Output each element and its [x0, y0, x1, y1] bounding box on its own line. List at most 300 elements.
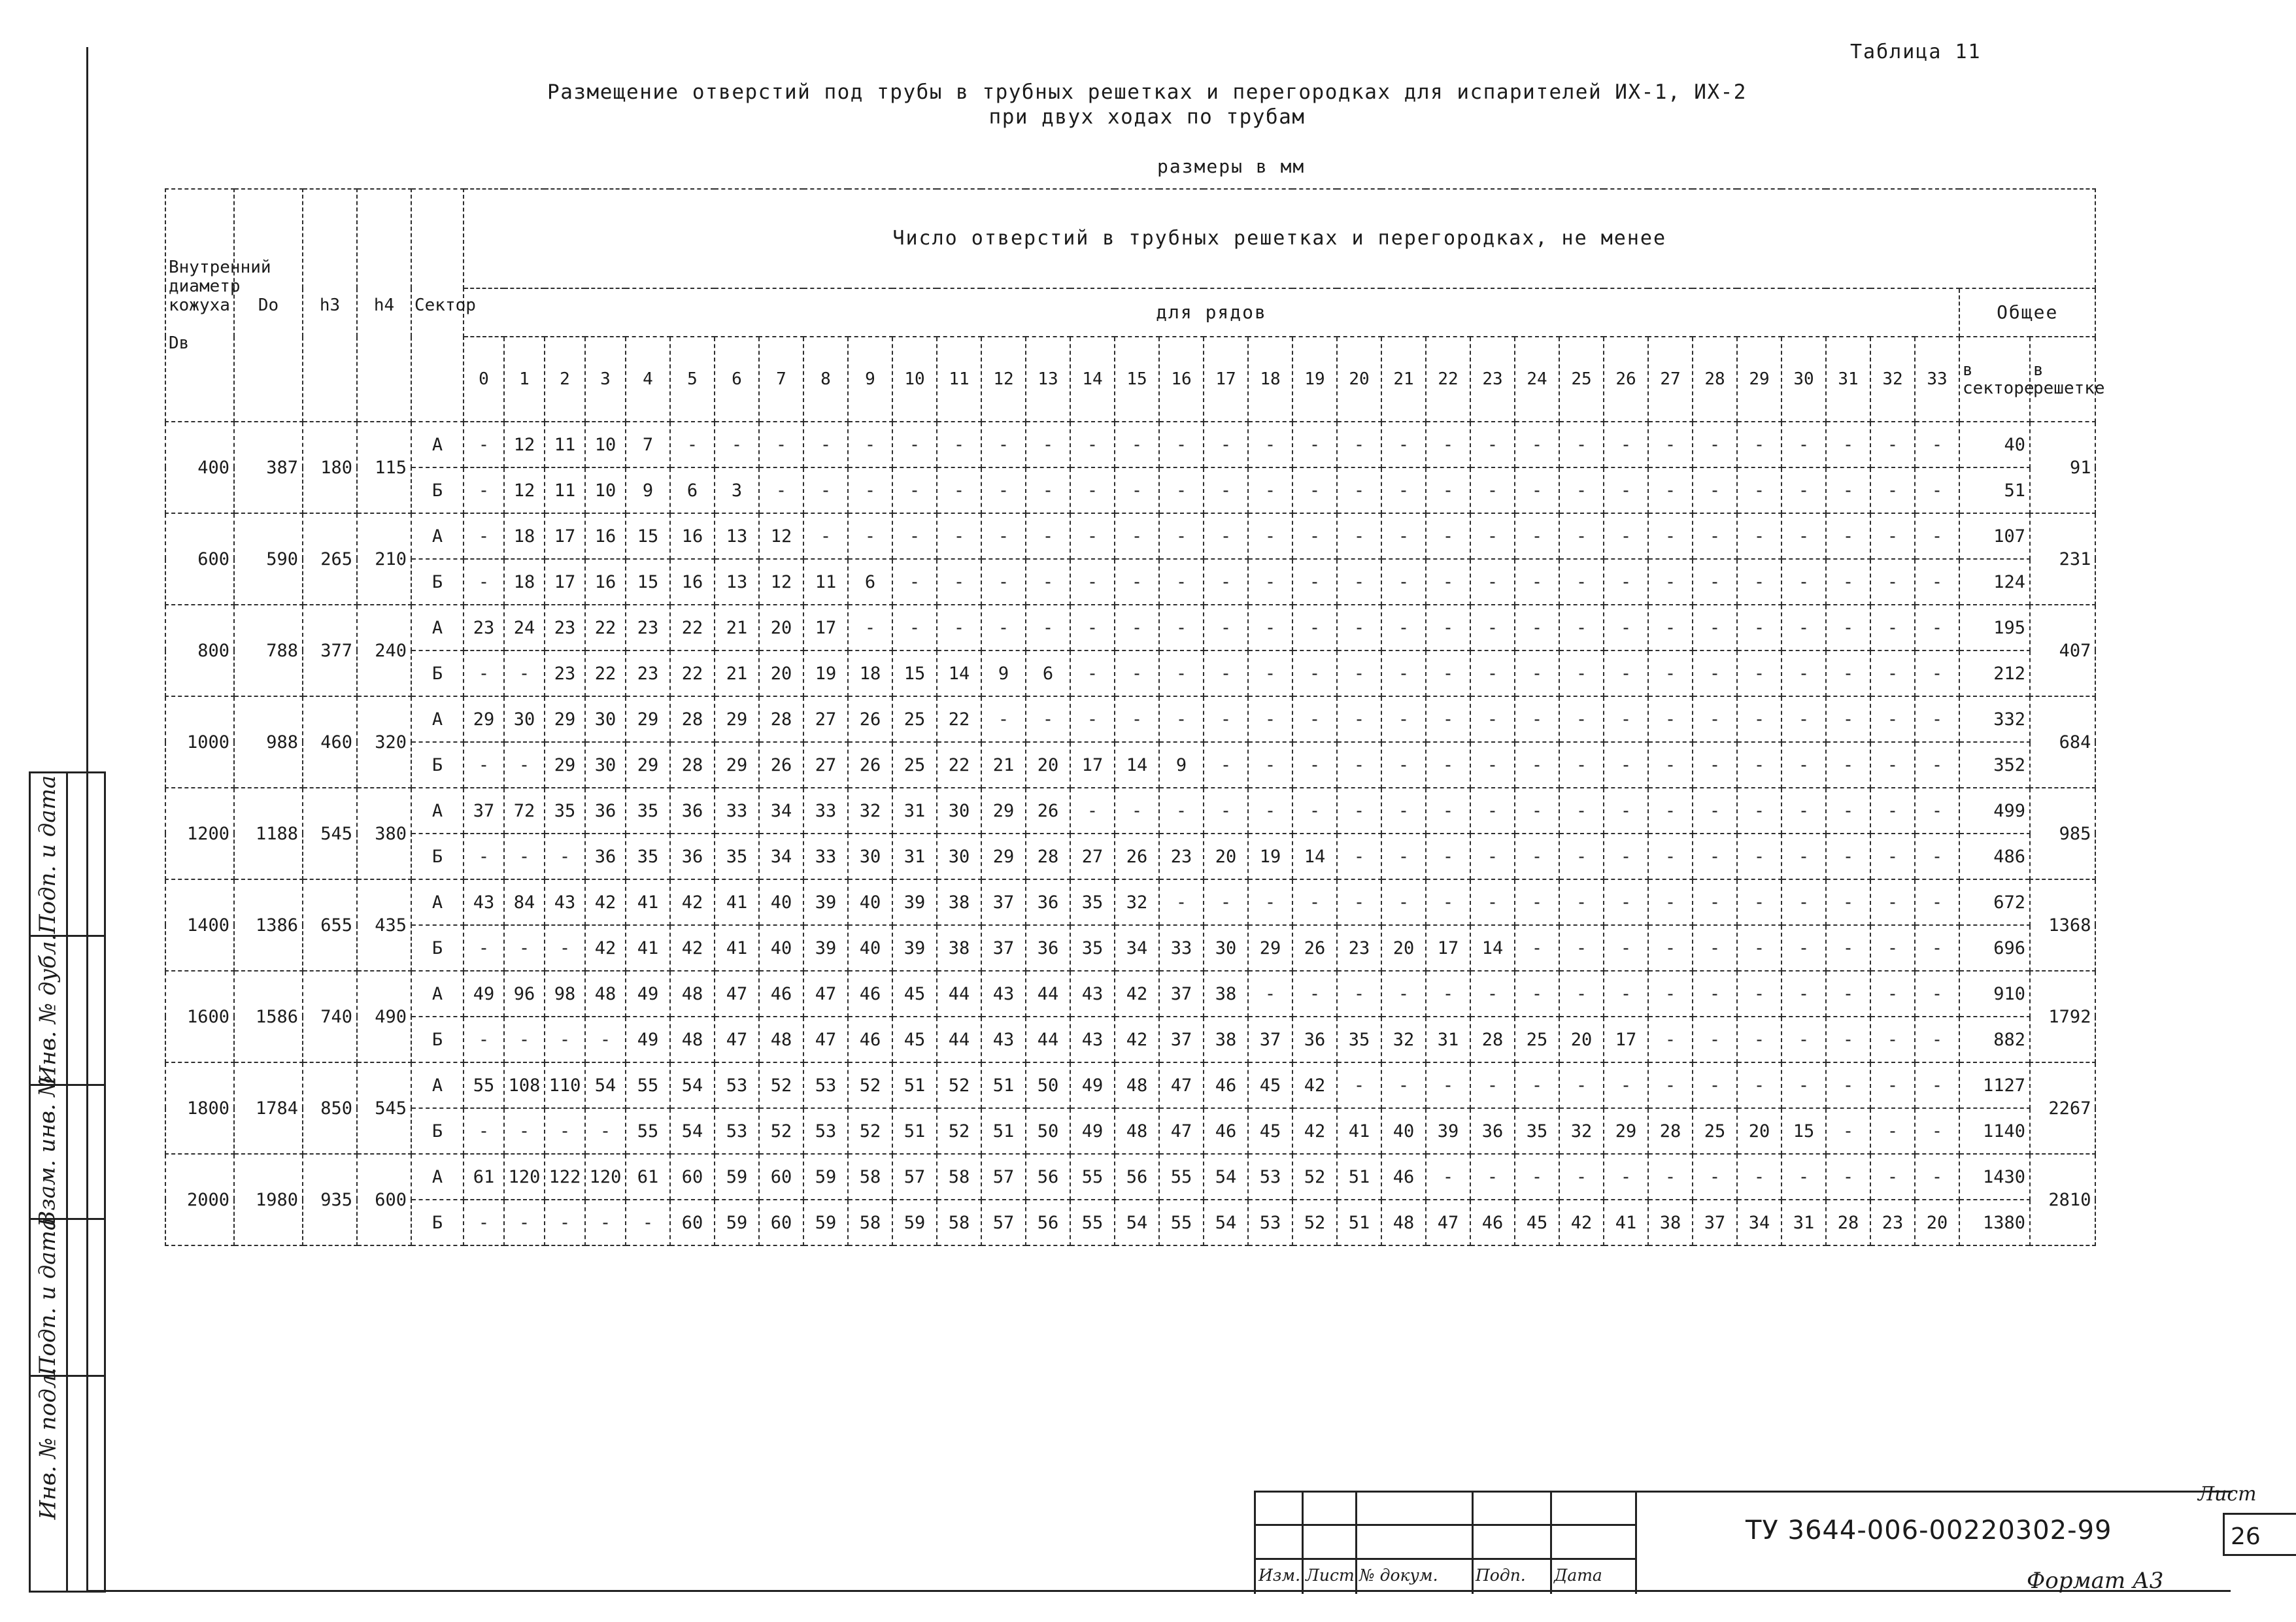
header-row-number-15: 15 — [1115, 337, 1159, 422]
cell-row-value: 40 — [848, 879, 892, 925]
cell-row-value: - — [1470, 467, 1515, 513]
cell-row-value: 38 — [937, 879, 981, 925]
header-row-number-23: 23 — [1470, 337, 1515, 422]
cell-row-value: - — [1648, 788, 1693, 834]
header-row-number-13: 13 — [1026, 337, 1070, 422]
cell-row-value: 39 — [803, 879, 848, 925]
cell-sector-total: 672 — [1959, 879, 2030, 925]
cell-row-value: 40 — [759, 879, 803, 925]
cell-row-value: 28 — [1470, 1017, 1515, 1062]
cell-row-value: - — [1870, 1108, 1915, 1154]
header-row-number-4: 4 — [626, 337, 670, 422]
header-row-number-14: 14 — [1070, 337, 1115, 422]
cell-row-value: - — [1515, 650, 1559, 696]
cell-row-value: - — [545, 1200, 585, 1245]
cell-row-value: - — [937, 559, 981, 605]
header-do: Do — [234, 189, 303, 422]
cell-row-value: - — [1070, 559, 1115, 605]
cell-row-value: 45 — [892, 1017, 937, 1062]
cell-row-value: 35 — [1337, 1017, 1381, 1062]
cell-row-value: 22 — [585, 650, 626, 696]
label-signature: Подп. — [1476, 1566, 1526, 1585]
cell-row-value: - — [1470, 834, 1515, 879]
cell-row-value: - — [1915, 971, 1959, 1017]
cell-row-value: - — [1515, 1154, 1559, 1200]
cell-row-value: - — [1515, 1062, 1559, 1108]
table-row — [165, 1154, 2095, 1200]
cell-row-value: - — [1915, 1017, 1959, 1062]
cell-row-value: - — [1381, 1062, 1426, 1108]
cell-row-value: 43 — [981, 1017, 1026, 1062]
cell-row-value: - — [981, 559, 1026, 605]
cell-row-value: 39 — [1426, 1108, 1470, 1154]
cell-row-value: - — [1381, 971, 1426, 1017]
cell-sector-total: 1127 — [1959, 1062, 2030, 1108]
cell-row-value: - — [1915, 605, 1959, 650]
cell-sector-total: 352 — [1959, 742, 2030, 788]
cell-row-value: 18 — [848, 650, 892, 696]
cell-row-value: - — [1693, 1062, 1737, 1108]
cell-sector-label: Б — [411, 742, 464, 788]
cell-row-value: 53 — [1248, 1200, 1292, 1245]
cell-row-value: - — [464, 1108, 504, 1154]
cell-row-value: - — [1470, 742, 1515, 788]
cell-row-value: - — [670, 422, 715, 467]
side-stamp — [29, 771, 106, 1593]
cell-row-value: - — [1870, 696, 1915, 742]
cell-row-value: 21 — [715, 605, 759, 650]
cell-row-value: 46 — [1204, 1062, 1248, 1108]
cell-sector-label: Б — [411, 559, 464, 605]
table-row — [165, 559, 2095, 605]
cell-h4: 115 — [357, 422, 411, 513]
cell-row-value: 42 — [670, 925, 715, 971]
cell-row-value: 23 — [626, 650, 670, 696]
cell-row-value: - — [1426, 605, 1470, 650]
cell-row-value: - — [1648, 971, 1693, 1017]
cell-row-value: 59 — [803, 1200, 848, 1245]
cell-row-value: - — [504, 1200, 545, 1245]
cell-row-value: - — [464, 650, 504, 696]
cell-row-value: 45 — [1515, 1200, 1559, 1245]
cell-row-value: 19 — [1248, 834, 1292, 879]
cell-row-value: 58 — [848, 1154, 892, 1200]
cell-row-value: - — [1292, 742, 1337, 788]
cell-row-value: 30 — [848, 834, 892, 879]
cell-row-value: - — [1337, 834, 1381, 879]
cell-row-value: - — [1337, 422, 1381, 467]
cell-row-value: - — [464, 559, 504, 605]
cell-row-value: - — [1737, 1154, 1781, 1200]
cell-row-value: - — [1159, 788, 1204, 834]
cell-row-value: 55 — [1070, 1200, 1115, 1245]
cell-row-value: - — [1337, 742, 1381, 788]
cell-grid-total: 91 — [2030, 422, 2095, 513]
cell-row-value: 57 — [981, 1154, 1026, 1200]
cell-row-value: - — [1337, 879, 1381, 925]
cell-sector-label: А — [411, 696, 464, 742]
cell-row-value: 29 — [1604, 1108, 1648, 1154]
cell-row-value: - — [1248, 605, 1292, 650]
cell-row-value: - — [1559, 605, 1604, 650]
cell-row-value: 6 — [1026, 650, 1070, 696]
cell-row-value: 46 — [759, 971, 803, 1017]
cell-row-value: 47 — [1159, 1108, 1204, 1154]
cell-row-value: 56 — [1026, 1154, 1070, 1200]
cell-row-value: 52 — [759, 1108, 803, 1154]
cell-row-value: 28 — [1648, 1108, 1693, 1154]
cell-row-value: - — [1915, 925, 1959, 971]
cell-row-value: - — [1693, 559, 1737, 605]
cell-row-value: 26 — [1115, 834, 1159, 879]
cell-row-value: 122 — [545, 1154, 585, 1200]
cell-row-value: - — [1381, 834, 1426, 879]
cell-row-value: 59 — [892, 1200, 937, 1245]
cell-row-value: - — [1648, 650, 1693, 696]
cell-row-value: - — [1426, 834, 1470, 879]
cell-row-value: 40 — [759, 925, 803, 971]
cell-row-value: - — [1781, 559, 1826, 605]
header-h3: h3 — [303, 189, 357, 422]
cell-grid-total: 2810 — [2030, 1154, 2095, 1245]
header-row-number-19: 19 — [1292, 337, 1337, 422]
cell-row-value: 55 — [626, 1108, 670, 1154]
cell-row-value: - — [1515, 422, 1559, 467]
cell-sector-label: А — [411, 971, 464, 1017]
cell-row-value: - — [981, 696, 1026, 742]
cell-row-value: 43 — [1070, 971, 1115, 1017]
cell-row-value: - — [1648, 1017, 1693, 1062]
cell-row-value: 40 — [1381, 1108, 1426, 1154]
cell-row-value: 46 — [848, 971, 892, 1017]
cell-row-value: - — [1826, 925, 1870, 971]
cell-row-value: 16 — [670, 513, 715, 559]
cell-row-value: 38 — [1648, 1200, 1693, 1245]
cell-row-value: 60 — [670, 1200, 715, 1245]
cell-row-value: - — [1292, 971, 1337, 1017]
cell-row-value: - — [1693, 834, 1737, 879]
cell-row-value: 42 — [1115, 1017, 1159, 1062]
cell-row-value: 20 — [1915, 1200, 1959, 1245]
cell-row-value: - — [1693, 467, 1737, 513]
cell-row-value: - — [585, 1200, 626, 1245]
header-row-number-28: 28 — [1693, 337, 1737, 422]
cell-row-value: - — [1737, 879, 1781, 925]
title-line-2: при двух ходах по трубам — [988, 105, 1306, 129]
cell-row-value: - — [1737, 559, 1781, 605]
cell-sector-label: Б — [411, 650, 464, 696]
cell-row-value: 33 — [803, 788, 848, 834]
cell-row-value: 38 — [1204, 1017, 1248, 1062]
label-doc-number: № докум. — [1359, 1566, 1438, 1585]
cell-row-value: 50 — [1026, 1108, 1070, 1154]
cell-row-value: - — [892, 467, 937, 513]
cell-row-value: - — [464, 834, 504, 879]
header-row-number-0: 0 — [464, 337, 504, 422]
cell-row-value: 17 — [1426, 925, 1470, 971]
document-code: ТУ 3644-006-00220302-99 — [1746, 1515, 2112, 1546]
cell-do: 387 — [234, 422, 303, 513]
cell-row-value: - — [1693, 513, 1737, 559]
cell-row-value: 23 — [464, 605, 504, 650]
cell-h3: 740 — [303, 971, 357, 1062]
cell-row-value: 36 — [585, 788, 626, 834]
cell-row-value: - — [1515, 834, 1559, 879]
cell-row-value: - — [1381, 605, 1426, 650]
cell-row-value: - — [1826, 1108, 1870, 1154]
cell-row-value: 43 — [545, 879, 585, 925]
cell-row-value: 29 — [715, 742, 759, 788]
label-date: Дата — [1554, 1566, 1602, 1585]
cell-row-value: - — [1159, 513, 1204, 559]
header-row-number-10: 10 — [892, 337, 937, 422]
cell-row-value: 23 — [1159, 834, 1204, 879]
cell-row-value: - — [1337, 559, 1381, 605]
cell-row-value: - — [1737, 513, 1781, 559]
cell-row-value: - — [981, 467, 1026, 513]
cell-row-value: - — [1515, 925, 1559, 971]
cell-row-value: - — [1737, 650, 1781, 696]
cell-row-value: 12 — [504, 422, 545, 467]
cell-row-value: 44 — [1026, 1017, 1070, 1062]
cell-row-value: - — [1826, 650, 1870, 696]
cell-row-value: - — [1559, 696, 1604, 742]
cell-row-value: - — [1737, 788, 1781, 834]
cell-row-value: 54 — [585, 1062, 626, 1108]
cell-row-value: 59 — [715, 1200, 759, 1245]
cell-sector-label: А — [411, 788, 464, 834]
cell-row-value: - — [1737, 422, 1781, 467]
cell-row-value: - — [1870, 1154, 1915, 1200]
cell-row-value: 20 — [1559, 1017, 1604, 1062]
cell-row-value: 44 — [937, 971, 981, 1017]
cell-sector-total: 1380 — [1959, 1200, 2030, 1245]
header-row-number-2: 2 — [545, 337, 585, 422]
cell-inner-diameter: 800 — [165, 605, 234, 696]
cell-row-value: - — [892, 513, 937, 559]
header-row-number-22: 22 — [1426, 337, 1470, 422]
cell-row-value: - — [1826, 834, 1870, 879]
cell-row-value: - — [1648, 696, 1693, 742]
cell-row-value: - — [1604, 879, 1648, 925]
cell-row-value: - — [1115, 513, 1159, 559]
cell-row-value: - — [1870, 605, 1915, 650]
cell-row-value: - — [1559, 1062, 1604, 1108]
cell-row-value: 58 — [848, 1200, 892, 1245]
cell-row-value: - — [585, 1108, 626, 1154]
cell-row-value: - — [1515, 742, 1559, 788]
cell-row-value: - — [1693, 788, 1737, 834]
cell-row-value: 13 — [715, 559, 759, 605]
cell-row-value: - — [1470, 788, 1515, 834]
cell-row-value: - — [1115, 788, 1159, 834]
cell-row-value: - — [1248, 422, 1292, 467]
cell-row-value: - — [464, 1017, 504, 1062]
cell-row-value: - — [585, 1017, 626, 1062]
cell-row-value: 59 — [803, 1154, 848, 1200]
cell-row-value: - — [504, 1108, 545, 1154]
cell-row-value: - — [1693, 1017, 1737, 1062]
cell-row-value: 47 — [715, 1017, 759, 1062]
cell-row-value: 52 — [1292, 1154, 1337, 1200]
cell-sector-label: Б — [411, 1108, 464, 1154]
units-note: размеры в мм — [1157, 156, 1306, 177]
cell-row-value: - — [1826, 605, 1870, 650]
cell-row-value: 108 — [504, 1062, 545, 1108]
cell-row-value: - — [1781, 1017, 1826, 1062]
cell-row-value: 29 — [626, 742, 670, 788]
cell-inner-diameter: 2000 — [165, 1154, 234, 1245]
cell-row-value: 41 — [715, 925, 759, 971]
cell-row-value: - — [1559, 467, 1604, 513]
cell-row-value: 20 — [1026, 742, 1070, 788]
header-row-number-9: 9 — [848, 337, 892, 422]
cell-row-value: 38 — [937, 925, 981, 971]
cell-inner-diameter: 1600 — [165, 971, 234, 1062]
cell-h3: 545 — [303, 788, 357, 879]
cell-row-value: 39 — [892, 925, 937, 971]
cell-row-value: 23 — [545, 605, 585, 650]
cell-row-value: 31 — [1781, 1200, 1826, 1245]
cell-row-value: - — [1559, 559, 1604, 605]
cell-row-value: 14 — [937, 650, 981, 696]
cell-row-value: 34 — [1737, 1200, 1781, 1245]
cell-row-value: - — [1826, 513, 1870, 559]
cell-row-value: 50 — [1026, 1062, 1070, 1108]
cell-row-value: 23 — [626, 605, 670, 650]
cell-row-value: 47 — [1159, 1062, 1204, 1108]
cell-row-value: 36 — [1026, 879, 1070, 925]
header-inner-diameter-label: Внутренний диаметр кожуха — [169, 257, 271, 315]
cell-row-value: 23 — [1870, 1200, 1915, 1245]
cell-row-value: - — [1915, 467, 1959, 513]
header-dv-symbol: Dв — [169, 333, 190, 353]
cell-row-value: - — [1204, 559, 1248, 605]
cell-row-value: - — [1604, 696, 1648, 742]
header-row-number-26: 26 — [1604, 337, 1648, 422]
cell-row-value: - — [1248, 650, 1292, 696]
cell-row-value: 35 — [1070, 879, 1115, 925]
cell-do: 1784 — [234, 1062, 303, 1154]
header-row-number-32: 32 — [1870, 337, 1915, 422]
cell-row-value: 42 — [1292, 1108, 1337, 1154]
cell-h3: 850 — [303, 1062, 357, 1154]
cell-row-value: - — [1292, 879, 1337, 925]
cell-row-value: 54 — [1204, 1200, 1248, 1245]
cell-row-value: 46 — [1470, 1200, 1515, 1245]
cell-row-value: 30 — [937, 788, 981, 834]
cell-row-value: - — [1515, 788, 1559, 834]
cell-row-value: 51 — [892, 1108, 937, 1154]
cell-row-value: 22 — [937, 742, 981, 788]
cell-row-value: 9 — [981, 650, 1026, 696]
cell-row-value: - — [1693, 925, 1737, 971]
cell-row-value: - — [1292, 422, 1337, 467]
cell-row-value: - — [803, 513, 848, 559]
cell-row-value: 52 — [848, 1108, 892, 1154]
cell-row-value: 55 — [1159, 1154, 1204, 1200]
cell-row-value: 52 — [848, 1062, 892, 1108]
cell-row-value: - — [1204, 742, 1248, 788]
cell-row-value: - — [1604, 788, 1648, 834]
cell-row-value: - — [1159, 559, 1204, 605]
cell-row-value: 6 — [670, 467, 715, 513]
cell-row-value: 46 — [1381, 1154, 1426, 1200]
cell-row-value: - — [1292, 650, 1337, 696]
cell-row-value: - — [1648, 559, 1693, 605]
cell-row-value: 20 — [759, 605, 803, 650]
cell-row-value: 28 — [1826, 1200, 1870, 1245]
cell-row-value: 30 — [585, 742, 626, 788]
cell-row-value: - — [1604, 925, 1648, 971]
cell-row-value: - — [1781, 422, 1826, 467]
sheet-number: 26 — [2231, 1523, 2261, 1550]
cell-row-value: - — [1604, 650, 1648, 696]
cell-row-value: - — [1915, 834, 1959, 879]
cell-row-value: - — [1115, 650, 1159, 696]
cell-row-value: 48 — [585, 971, 626, 1017]
cell-row-value: - — [759, 467, 803, 513]
header-row-number-11: 11 — [937, 337, 981, 422]
header-row-number-24: 24 — [1515, 337, 1559, 422]
cell-row-value: - — [892, 559, 937, 605]
cell-row-value: 52 — [1292, 1200, 1337, 1245]
cell-row-value: 21 — [715, 650, 759, 696]
cell-row-value: 29 — [545, 742, 585, 788]
table-number: Таблица 11 — [1850, 41, 1982, 63]
cell-row-value: 120 — [585, 1154, 626, 1200]
cell-row-value: 25 — [892, 742, 937, 788]
cell-grid-total: 407 — [2030, 605, 2095, 696]
cell-row-value: - — [1248, 971, 1292, 1017]
cell-row-value: - — [1248, 559, 1292, 605]
cell-sector-total: 332 — [1959, 696, 2030, 742]
cell-row-value: 7 — [626, 422, 670, 467]
cell-row-value: - — [1070, 650, 1115, 696]
cell-row-value: - — [1337, 467, 1381, 513]
cell-row-value: 22 — [937, 696, 981, 742]
cell-row-value: 30 — [937, 834, 981, 879]
cell-row-value: - — [1515, 513, 1559, 559]
cell-row-value: 29 — [626, 696, 670, 742]
table-row — [165, 834, 2095, 879]
cell-row-value: - — [1426, 513, 1470, 559]
format-label: Формат А3 — [2027, 1568, 2164, 1594]
cell-row-value: - — [1381, 742, 1426, 788]
cell-row-value: - — [1381, 422, 1426, 467]
cell-row-value: 11 — [545, 422, 585, 467]
cell-row-value: - — [1204, 605, 1248, 650]
cell-row-value: - — [1915, 696, 1959, 742]
cell-row-value: 3 — [715, 467, 759, 513]
cell-row-value: - — [1426, 1154, 1470, 1200]
cell-row-value: - — [1737, 1062, 1781, 1108]
cell-row-value: 55 — [626, 1062, 670, 1108]
cell-row-value: 21 — [981, 742, 1026, 788]
cell-sector-label: А — [411, 422, 464, 467]
cell-row-value: - — [1159, 467, 1204, 513]
cell-row-value: 55 — [1159, 1200, 1204, 1245]
cell-row-value: - — [1915, 1108, 1959, 1154]
cell-sector-total: 124 — [1959, 559, 2030, 605]
cell-row-value: 53 — [715, 1062, 759, 1108]
cell-do: 1586 — [234, 971, 303, 1062]
cell-row-value: 45 — [1248, 1062, 1292, 1108]
cell-row-value: - — [1204, 696, 1248, 742]
cell-row-value: 29 — [715, 696, 759, 742]
cell-row-value: - — [1915, 559, 1959, 605]
cell-row-value: - — [937, 422, 981, 467]
